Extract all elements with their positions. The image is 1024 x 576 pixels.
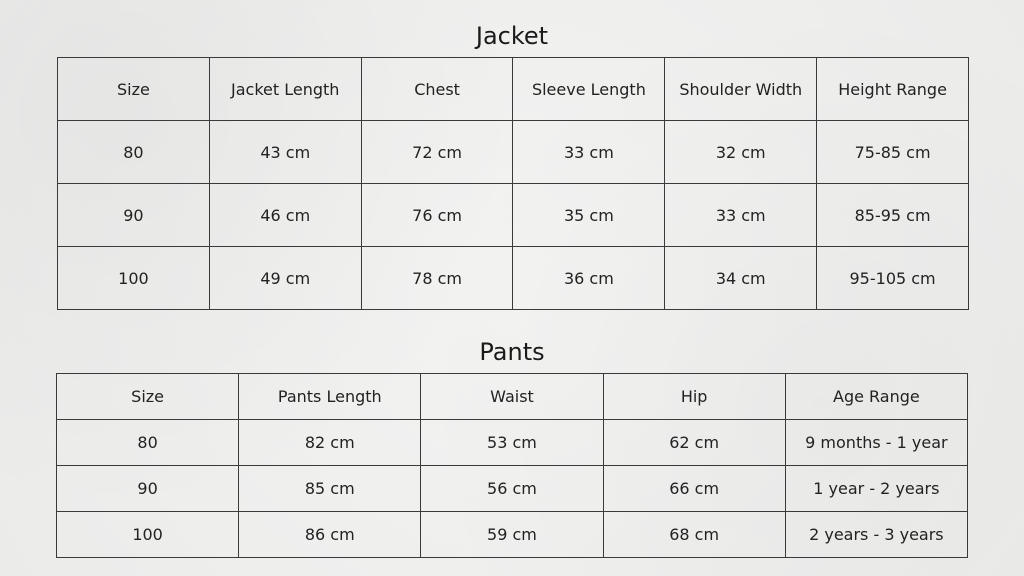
table-cell: 80	[58, 121, 210, 184]
table-cell: 62 cm	[603, 420, 785, 466]
table-cell: 33 cm	[665, 184, 817, 247]
table-cell: 46 cm	[209, 184, 361, 247]
header-cell: Sleeve Length	[513, 58, 665, 121]
table-cell: 9 months - 1 year	[785, 420, 967, 466]
table-cell: 68 cm	[603, 512, 785, 558]
table-cell: 34 cm	[665, 247, 817, 310]
table-row	[58, 184, 969, 247]
pants-size-table	[56, 373, 968, 558]
table-row	[58, 247, 969, 310]
table-cell: 33 cm	[513, 121, 665, 184]
table-row	[57, 466, 968, 512]
table-cell: 1 year - 2 years	[785, 466, 967, 512]
table-row	[57, 420, 968, 466]
table-header-row	[57, 374, 968, 420]
table-cell: 86 cm	[239, 512, 421, 558]
header-cell: Height Range	[817, 58, 969, 121]
table-cell: 72 cm	[361, 121, 513, 184]
header-cell: Pants Length	[239, 374, 421, 420]
table-row	[58, 121, 969, 184]
table-cell: 53 cm	[421, 420, 603, 466]
table-cell: 82 cm	[239, 420, 421, 466]
jacket-title: Jacket	[475, 22, 549, 50]
table-cell: 43 cm	[209, 121, 361, 184]
header-cell: Size	[57, 374, 239, 420]
table-cell: 95-105 cm	[817, 247, 969, 310]
table-cell: 59 cm	[421, 512, 603, 558]
table-cell: 2 years - 3 years	[785, 512, 967, 558]
pants-title: Pants	[479, 338, 545, 366]
header-cell: Waist	[421, 374, 603, 420]
table-cell: 56 cm	[421, 466, 603, 512]
table-cell: 32 cm	[665, 121, 817, 184]
table-cell: 36 cm	[513, 247, 665, 310]
table-cell: 66 cm	[603, 466, 785, 512]
header-cell: Hip	[603, 374, 785, 420]
table-cell: 76 cm	[361, 184, 513, 247]
header-cell: Size	[58, 58, 210, 121]
table-row	[57, 512, 968, 558]
table-cell: 100	[57, 512, 239, 558]
table-cell: 75-85 cm	[817, 121, 969, 184]
table-cell: 49 cm	[209, 247, 361, 310]
table-cell: 90	[58, 184, 210, 247]
header-cell: Shoulder Width	[665, 58, 817, 121]
table-header-row	[58, 58, 969, 121]
table-cell: 100	[58, 247, 210, 310]
table-cell: 90	[57, 466, 239, 512]
table-cell: 85-95 cm	[817, 184, 969, 247]
jacket-size-table	[57, 57, 969, 310]
header-cell: Age Range	[785, 374, 967, 420]
header-cell: Jacket Length	[209, 58, 361, 121]
table-cell: 85 cm	[239, 466, 421, 512]
table-cell: 35 cm	[513, 184, 665, 247]
table-cell: 80	[57, 420, 239, 466]
table-cell: 78 cm	[361, 247, 513, 310]
header-cell: Chest	[361, 58, 513, 121]
